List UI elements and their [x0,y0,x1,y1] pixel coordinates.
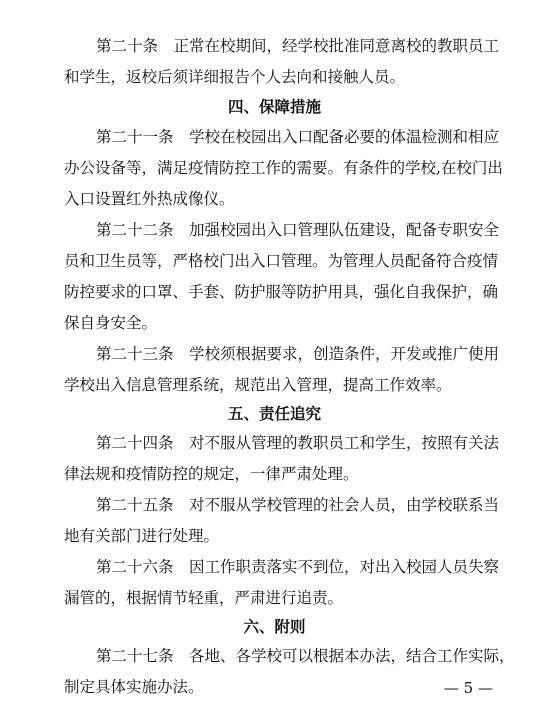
article-22-line-3: 防控要求的口罩、手套、防护服等防护用具，强化自我保护，确 [64,283,499,301]
article-21-line-3: 入口设置红外热成像仪。 [64,190,235,208]
article-21-line-1: 第二十一条 学校在校园出入口配备必要的体温检测和相应 [96,128,500,146]
section-heading-5: 五、责任追究 [227,405,321,423]
article-25-line-2: 地有关部门进行处理。 [64,527,220,545]
section-heading-4: 四、保障措施 [227,98,321,116]
section-heading-6: 六、附则 [243,618,306,636]
article-24-line-1: 第二十四条 对不服从管理的教职员工和学生，按照有关法 [96,434,500,452]
article-21-line-2: 办公设备等，满足疫情防控工作的需要。有条件的学校,在校门出 [64,159,503,177]
article-20-line-1: 第二十条 正常在校期间，经学校批准同意离校的教职员工 [96,37,500,55]
article-27-line-2: 制定具体实施办法。 [64,678,204,696]
article-22-line-2: 员和卫生员等，严格校门出入口管理。为管理人员配备符合疫情 [64,252,499,270]
article-23-line-2: 学校出入信息管理系统，规范出入管理，提高工作效率。 [64,376,452,394]
article-22-line-4: 保自身安全。 [64,314,158,332]
article-20-line-2: 和学生，返校后须详细报告个人去向和接触人员。 [64,68,406,86]
article-23-line-1: 第二十三条 学校须根据要求，创造条件，开发或推广使用 [96,345,500,363]
page-number: — 5 — [443,679,493,697]
article-24-line-2: 律法规和疫情防控的规定，一律严肃处理。 [64,465,359,483]
article-25-line-1: 第二十五条 对不服从学校管理的社会人员，由学校联系当 [96,496,500,514]
article-26-line-2: 漏管的，根据情节轻重，严肃进行追责。 [64,589,344,607]
article-22-line-1: 第二十二条 加强校园出入口管理队伍建设，配备专职安全 [96,221,500,239]
article-26-line-1: 第二十六条 因工作职责落实不到位，对出入校园人员失察 [96,558,500,576]
article-27-line-1: 第二十七条 各地、各学校可以根据本办法，结合工作实际， [96,647,515,665]
